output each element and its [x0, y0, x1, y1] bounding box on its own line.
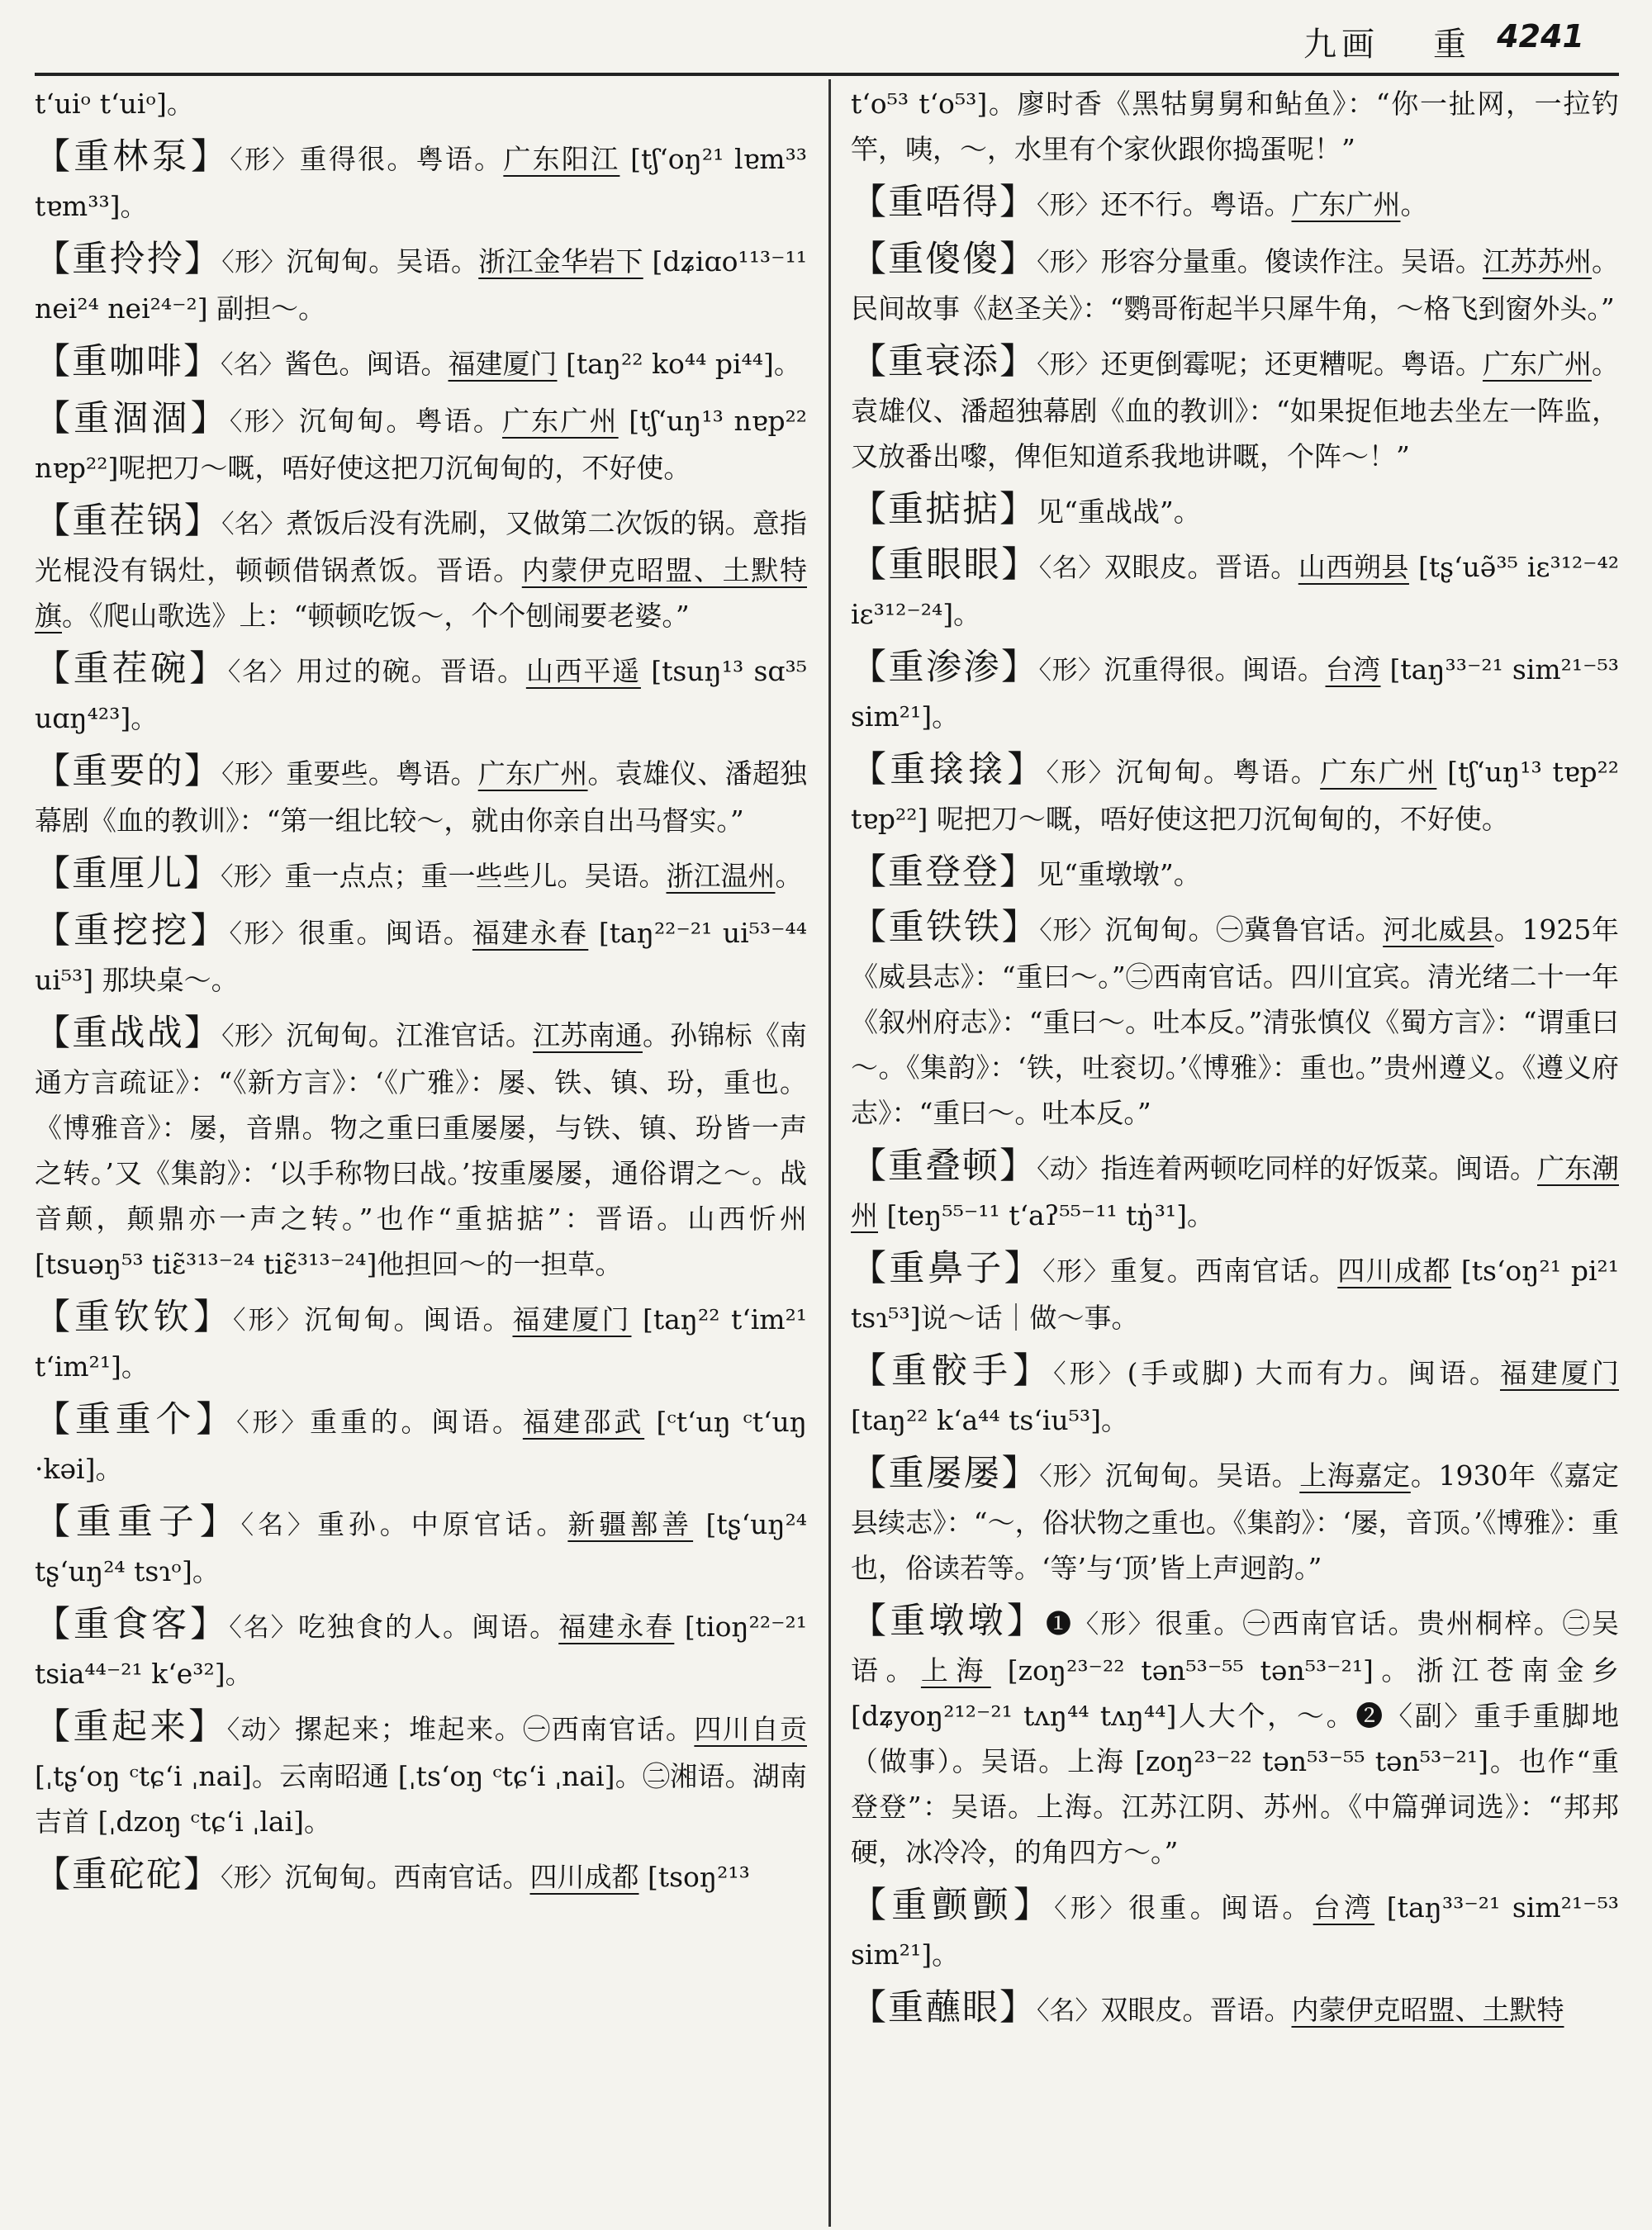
- dictionary-entry: [35, 1295, 807, 1389]
- place-name: 广东潮州: [851, 1152, 1619, 1231]
- dictionary-entry: [35, 339, 807, 388]
- definition-text: 指连着两顿吃同样的好饭菜。闽语。: [1100, 1152, 1537, 1184]
- definition-text: [tsoŋ²¹³: [638, 1861, 750, 1893]
- definition-text: 重要些。粤语。: [286, 757, 478, 790]
- entry-headword: 【重砣砣】: [35, 1854, 221, 1896]
- definition-text: [taŋ²²⁻²¹ ui⁵³⁻⁴⁴ ui⁵³] 那块桌～。: [35, 917, 807, 996]
- definition-text: [tʂ‘uə̃³⁵ iɛ³¹²⁻⁴² iɛ³¹²⁻²⁴]。: [851, 551, 1619, 630]
- part-of-speech: ❶〈形〉: [1046, 1610, 1156, 1639]
- entry-headword: 【重要的】: [35, 751, 222, 792]
- part-of-speech: 〈形〉: [221, 1022, 287, 1051]
- definition-text: [tʃ‘uŋ¹³ nɐp²² nɐp²²]呢把刀～嘅，唔好使这把刀沉甸甸的，不好使。: [35, 405, 807, 484]
- definition-text: 。袁雄仪、潘超独幕剧《血的教训》：“第一组比较～，就由你亲自出马督实。”: [35, 757, 807, 837]
- definition-text: [ᶜt‘uŋ ᶜt‘uŋ ·kəi]。: [35, 1406, 807, 1485]
- definition-text: 见“重战战”。: [1037, 496, 1201, 528]
- entry-headword: 【重挖挖】: [35, 910, 230, 951]
- dictionary-entry: [851, 1986, 1619, 2034]
- entry-headword: 【重林泵】: [35, 136, 230, 178]
- definition-text: 摞起来；堆起来。㊀西南官话。: [294, 1713, 695, 1745]
- definition-text: (手或脚) 大而有力。闽语。: [1127, 1357, 1500, 1389]
- definition-text: 。: [1400, 188, 1428, 221]
- definition-text: 沉甸甸。粤语。: [1115, 756, 1321, 788]
- dictionary-entry: [35, 135, 807, 229]
- definition-text: 沉甸甸。粤语。: [298, 405, 502, 437]
- dictionary-entry: [851, 543, 1619, 637]
- definition-text: 还不行。粤语。: [1100, 188, 1292, 221]
- place-name: 广东阳江: [503, 143, 620, 175]
- entry-headword: 【重茬锅】: [35, 501, 222, 542]
- definition-text: 沉甸甸。江淮官话。: [286, 1019, 534, 1051]
- part-of-speech: 〈形〉: [1054, 1894, 1129, 1924]
- dictionary-entry: [35, 237, 807, 331]
- left-column: [35, 81, 807, 2228]
- dictionary-entry: [35, 1853, 807, 1901]
- definition-text: 用过的碗。晋语。: [296, 655, 526, 687]
- place-name: 福建厦门: [512, 1303, 632, 1336]
- definition-text: 吃独食的人。闽语。: [297, 1611, 559, 1643]
- definition-text: [taŋ²² t‘im²¹ t‘im²¹]。: [35, 1303, 807, 1383]
- dictionary-entry: [35, 1011, 807, 1287]
- place-name: 江苏苏州: [1482, 245, 1593, 278]
- part-of-speech: 〈形〉: [1037, 191, 1101, 221]
- header-rule: [35, 73, 1619, 76]
- entry-headword: 【重起来】: [35, 1706, 227, 1748]
- part-of-speech: 〈形〉: [233, 1306, 305, 1336]
- dictionary-entry: [35, 1397, 807, 1492]
- definition-text: [taŋ³³⁻²¹ sim²¹⁻⁵³ sim²¹]。: [851, 1891, 1619, 1971]
- entry-headword: 【重叠顿】: [851, 1146, 1037, 1187]
- part-of-speech: 〈形〉: [230, 145, 300, 175]
- definition-text: 很重。闽语。: [298, 917, 472, 949]
- definition-text: [tsuŋ¹³ sɑ³⁵ uɑŋ⁴²³]。: [35, 655, 807, 734]
- part-of-speech: 〈名〉: [221, 510, 287, 539]
- entry-headword: 【重战战】: [35, 1013, 222, 1054]
- entry-headword: 【重重子】: [35, 1502, 241, 1543]
- part-of-speech: 〈形〉: [1037, 248, 1101, 278]
- definition-text: 。1925年《威县志》：“重曰～。”㊁西南官话。四川宜宾。清光绪二十一年《叙州府志》：“重曰～。吐本反。”清张慎仪《蜀方言》：“谓重曰～。《集韵》：‘铁，吐衮切。’《博雅》：重也。”贵州遵义。《遵义府志》：“重曰～。吐本反。”: [851, 913, 1619, 1129]
- part-of-speech: 〈名〉: [1038, 553, 1104, 583]
- definition-text: 重孙。中原官话。: [316, 1508, 568, 1540]
- dictionary-entry: [851, 1451, 1619, 1591]
- definition-text: [taŋ³³⁻²¹ sim²¹⁻⁵³ sim²¹]。: [851, 653, 1619, 733]
- definition-text: [zoŋ²³⁻²² tən⁵³⁻⁵⁵ tən⁵³⁻²¹]。浙江苍南金乡 [dʑyoŋ²¹²⁻²¹ tʌŋ⁴⁴ tʌŋ⁴⁴]人大个，～。❷〈副〉重手重脚地（做事）。吴语。上海 [zoŋ²³⁻²² tən⁵³⁻⁵⁵ tən⁵³⁻²¹]。也作“重登登”：吴语。上海。江苏江阴、苏州。《中篇弹词选》：“邦邦硬，冰冷冷，的角四方～。”: [851, 1654, 1619, 1868]
- definition-text: 形容分量重。傻读作注。吴语。: [1100, 245, 1483, 278]
- definition-text: 。: [775, 860, 803, 892]
- part-of-speech: 〈形〉: [1038, 656, 1104, 686]
- page-number: 4241: [1497, 18, 1584, 55]
- dictionary-entry: [35, 499, 807, 638]
- place-name: 四川自贡: [694, 1713, 807, 1745]
- part-of-speech: 〈名〉: [1037, 1996, 1101, 2026]
- definition-text: [tʂ‘uŋ²⁴ tʂ‘uŋ²⁴ tsɿᵒ]。: [35, 1508, 807, 1587]
- definition-text: 。《爬山歌选》上：“顿顿吃饭～，个个刨闹要老婆。”: [62, 600, 690, 632]
- dictionary-entry: [851, 1246, 1619, 1340]
- definition-text: 。民间故事《赵圣关》：“鹦哥衔起半只犀牛角，～格飞到窗外头。”: [851, 245, 1619, 325]
- definition-text: 沉甸甸。吴语。: [286, 245, 479, 278]
- entry-headword: 【重搇搇】: [851, 749, 1047, 790]
- dictionary-entry: [851, 1599, 1619, 1875]
- part-of-speech: 〈形〉: [229, 407, 299, 437]
- place-name: 内蒙伊克昭盟、土默特: [1291, 1994, 1564, 2026]
- definition-text: 。孙锦标《南通方言疏证》：“《新方言》：‘《广雅》：屡、铁、镇、玢，重也。《博雅音》：屡，音鼎。物之重曰重屡屡，与铁、镇、玢皆一声之转。’又《集韵》：‘以手称物曰战。’按重屡屡，通俗谓之～。战音颠，颠鼎亦一声之转。”也作“重掂掂”：晋语。山西忻州[tsuəŋ⁵³ tiɛ̃³¹³⁻²⁴ tiɛ̃³¹³⁻²⁴]他担回～的一担草。: [35, 1019, 807, 1280]
- dictionary-entry: [851, 487, 1619, 534]
- definition-text: [taŋ²² k‘a⁴⁴ ts‘iu⁵³]。: [851, 1404, 1128, 1436]
- entry-headword: 【重渗渗】: [851, 647, 1039, 688]
- part-of-speech: 〈形〉: [221, 248, 287, 278]
- part-of-speech: 〈形〉: [221, 760, 287, 790]
- definition-text: 还更倒霉呢；还更糟呢。粤语。: [1100, 348, 1483, 380]
- place-name: 广东广州: [501, 405, 619, 437]
- definition-text: 重得很。粤语。: [299, 143, 504, 175]
- entry-headword: 【重厘儿】: [35, 853, 221, 894]
- part-of-speech: 〈动〉: [226, 1715, 295, 1745]
- entry-headword: 【重茬碗】: [35, 648, 228, 690]
- dictionary-entry: [851, 237, 1619, 331]
- place-name: 福建邵武: [522, 1406, 645, 1438]
- part-of-speech: 〈形〉: [229, 919, 299, 949]
- definition-text: 沉甸甸。闽语。: [304, 1303, 513, 1336]
- dictionary-entry: [851, 1349, 1619, 1443]
- definition-text: 沉重得很。闽语。: [1104, 653, 1326, 686]
- definition-text: 很重。㊀西南官话。贵州桐梓。㊁吴语。: [851, 1607, 1619, 1687]
- part-of-speech: 〈动〉: [1037, 1155, 1101, 1184]
- definition-text: [tioŋ²²⁻²¹ tsia⁴⁴⁻²¹ k‘e³²]。: [35, 1611, 807, 1690]
- definition-text: 重重的。闽语。: [310, 1406, 523, 1438]
- definition-text: 很重。闽语。: [1128, 1891, 1313, 1924]
- dictionary-entry: [35, 647, 807, 741]
- part-of-speech: 〈形〉: [1053, 1359, 1127, 1389]
- dictionary-entry: [35, 396, 807, 491]
- entry-headword: 【重傻傻】: [851, 239, 1037, 280]
- definition-text: [taŋ²² ko⁴⁴ pi⁴⁴]。: [557, 348, 801, 380]
- entry-headword: 【重食客】: [35, 1604, 230, 1645]
- definition-text: 。1930年《嘉定县续志》：“～，俗状物之重也。《集韵》：‘屡，音顶。’《博雅》：重也，俗读若等。‘等’与‘顶’皆上声迥韵。”: [851, 1459, 1619, 1584]
- definition-text: 煮饭后没有洗刷，又做第二次饭的锅。意指光棍没有锅灶，顿顿借锅煮饭。晋语。: [35, 507, 807, 586]
- entry-headword: 【重涸涸】: [35, 398, 230, 439]
- place-name: 福建永春: [558, 1611, 675, 1643]
- part-of-speech: 〈形〉: [1037, 350, 1101, 380]
- right-column: [851, 81, 1619, 2228]
- place-name: 河北威县: [1383, 913, 1494, 946]
- section-title: 九画: [1303, 26, 1379, 64]
- definition-text: 双眼皮。晋语。: [1100, 1994, 1292, 2026]
- dictionary-entry: [35, 909, 807, 1003]
- place-name: 浙江金华岩下: [478, 245, 643, 278]
- definition-text: 。袁雄仪、潘超独幕剧《血的教训》：“如果捉佢地去坐左一阵监，又放番出嚟，俾佢知道系我地讲嘅，个阵～！”: [851, 348, 1619, 472]
- entry-headword: 【重钦钦】: [35, 1297, 233, 1338]
- part-of-speech: 〈形〉: [236, 1408, 311, 1438]
- head-character: 重: [1433, 26, 1466, 64]
- place-name: 新疆鄯善: [567, 1508, 694, 1540]
- part-of-speech: 〈名〉: [221, 350, 285, 380]
- entry-headword: 【重墩墩】: [851, 1601, 1047, 1642]
- dictionary-entry: [851, 850, 1619, 897]
- entry-headword: 【重咖啡】: [35, 341, 221, 382]
- definition-text: 双眼皮。晋语。: [1104, 551, 1298, 583]
- part-of-speech: 〈形〉: [1039, 916, 1105, 946]
- definition-text: 见“重墩墩”。: [1037, 858, 1201, 890]
- definition-text: [dʑiɑo¹¹³⁻¹¹ nei²⁴ nei²⁴⁻²] 副担～。: [35, 245, 807, 325]
- place-name: 山西平遥: [525, 655, 641, 687]
- definition-text: 重一点点；重一些些儿。吴语。: [284, 860, 667, 892]
- place-name: 台湾: [1313, 1891, 1375, 1924]
- entry-headword: 【重唔得】: [851, 182, 1037, 223]
- definition-text: 沉甸甸。吴语。: [1104, 1459, 1300, 1492]
- definition-text: [teŋ⁵⁵⁻¹¹ t‘aʔ⁵⁵⁻¹¹ tŋ̍³¹]。: [878, 1199, 1215, 1231]
- place-name: 内蒙伊克昭盟、土默特旗: [35, 554, 807, 632]
- entry-list: [35, 135, 807, 1901]
- dictionary-entry: [35, 749, 807, 843]
- place-name: 四川成都: [529, 1861, 639, 1893]
- entry-headword: 【重拎拎】: [35, 239, 222, 280]
- definition-text: 沉甸甸。西南官话。: [284, 1861, 530, 1893]
- entry-headword: 【重骹手】: [851, 1350, 1054, 1392]
- page-header: [0, 0, 1652, 74]
- entry-headword: 【重蘸眼】: [851, 1987, 1037, 2028]
- entry-headword: 【重重个】: [35, 1399, 237, 1440]
- entry-headword: 【重眼眼】: [851, 544, 1039, 586]
- continuation-text: t‘o⁵³ t‘o⁵³]。廖时香《黑牯舅舅和鲇鱼》：“你一扯网，一拉钓竿，咦，～，水里有个家伙跟你捣蛋呢！”: [851, 88, 1619, 165]
- definition-text: [tʃ‘oŋ²¹ lɐm³³ tɐm³³]。: [35, 143, 807, 222]
- place-name: 广东广州: [1482, 348, 1593, 380]
- place-name: 四川成都: [1337, 1255, 1451, 1287]
- place-name: 福建厦门: [448, 348, 558, 380]
- part-of-speech: 〈形〉: [1046, 758, 1116, 788]
- dictionary-entry: [35, 1500, 807, 1594]
- place-name: 福建厦门: [1499, 1357, 1619, 1389]
- definition-text: 沉甸甸。㊀冀鲁官话。: [1104, 913, 1384, 946]
- entry-list: [851, 180, 1619, 2034]
- definition-text: [tʃ‘uŋ¹³ tɐp²² tɐp²²] 呢把刀～嘅，唔好使这把刀沉甸甸的，不好使。: [851, 756, 1619, 835]
- place-name: 上海嘉定: [1299, 1459, 1411, 1492]
- place-name: 福建永春: [472, 917, 589, 949]
- dictionary-entry: [35, 1705, 807, 1844]
- definition-text: [ˌtʂ‘oŋ ᶜtɕ‘i ˌnai]。云南昭通 [ˌts‘oŋ ᶜtɕ‘i ˌnai]。㊁湘语。湖南吉首 [ˌdzoŋ ᶜtɕ‘i ˌlai]。: [35, 1760, 807, 1838]
- part-of-speech: 〈名〉: [229, 1613, 298, 1643]
- place-name: 浙江温州: [666, 860, 776, 892]
- place-name: 上海: [920, 1654, 991, 1687]
- dictionary-entry: [851, 180, 1619, 229]
- place-name: 山西朔县: [1298, 551, 1409, 583]
- entry-headword: 【重颤颤】: [851, 1885, 1055, 1926]
- dictionary-entry: [851, 747, 1619, 842]
- part-of-speech: 〈形〉: [221, 862, 285, 892]
- entry-headword: 【重衰添】: [851, 341, 1037, 382]
- definition-text: 重复。西南官话。: [1109, 1255, 1338, 1287]
- dictionary-entry: [851, 1883, 1619, 1977]
- place-name: 江苏南通: [533, 1019, 643, 1051]
- entry-headword: 【重铁铁】: [851, 907, 1040, 948]
- part-of-speech: 〈形〉: [1042, 1257, 1110, 1287]
- definition-text: 酱色。闽语。: [284, 348, 449, 380]
- entry-headword: 【重掂掂】: [851, 489, 1037, 530]
- definition-text: [ts‘oŋ²¹ pi²¹ tsɿ⁵³]说～话｜做～事。: [851, 1255, 1619, 1334]
- part-of-speech: 〈形〉: [1039, 1462, 1105, 1492]
- dictionary-entry: [851, 339, 1619, 479]
- continuation-text: t‘uiᵒ t‘uiᵒ]。: [35, 88, 194, 120]
- dictionary-entry: [35, 1602, 807, 1696]
- dictionary-entry: [851, 645, 1619, 739]
- entry-headword: 【重登登】: [851, 852, 1037, 893]
- part-of-speech: 〈形〉: [221, 1863, 285, 1893]
- dictionary-entry: [851, 905, 1619, 1136]
- place-name: 广东广州: [1291, 188, 1401, 221]
- part-of-speech: 〈名〉: [240, 1511, 317, 1540]
- dictionary-entry: [851, 1144, 1619, 1238]
- part-of-speech: 〈名〉: [227, 657, 297, 687]
- place-name: 广东广州: [1320, 756, 1437, 788]
- entry-headword: 【重屡屡】: [851, 1453, 1040, 1494]
- column-divider: [828, 79, 831, 2227]
- dictionary-entry: [35, 852, 807, 900]
- place-name: 广东广州: [477, 757, 588, 790]
- place-name: 台湾: [1325, 653, 1381, 686]
- entry-headword: 【重鼻子】: [851, 1248, 1043, 1289]
